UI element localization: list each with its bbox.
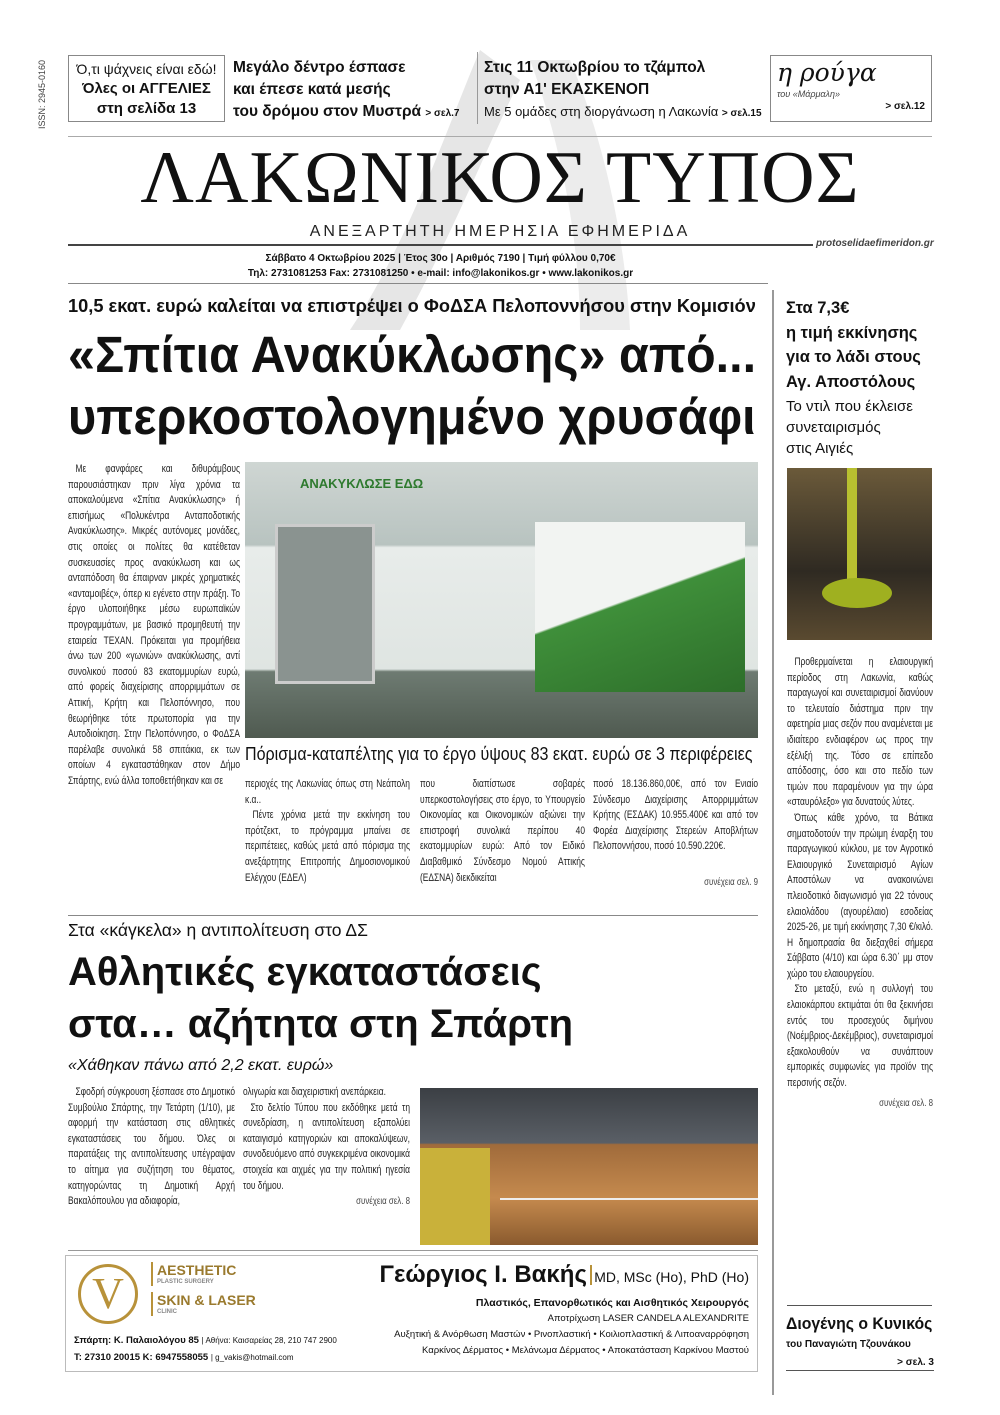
atm-panel: [275, 524, 375, 684]
clinic-name: SKIN & LASER: [157, 1292, 256, 1308]
continued-link[interactable]: συνέχεια σελ. 8: [879, 1096, 933, 1109]
issn-strip: [30, 52, 52, 132]
headline-line: Στα 7,3€: [786, 299, 850, 317]
paragraph: ποσό 18.136.860,00€, από τον Ενιαίο Σύνδεσμο Διαχείρισης Απορριμμάτων Κρήτης (ΕΣΔΑΚ) 10.955.400€ και από τον Φορέα Διαχείρισης Στερεών Αποβλήτων Πελοποννήσου, ποσό 10.590.220€.: [593, 778, 758, 853]
promo-line: του δρόμου στον Μυστρά: [233, 103, 422, 120]
lead-column-4: [593, 777, 758, 891]
promo-line: στην Α1' ΕΚΑΣΚΕΝΟΠ: [484, 81, 650, 98]
clinic-ad[interactable]: [65, 1255, 758, 1372]
subhead-line: συνεταιρισμός: [786, 419, 881, 436]
paragraph: ολιγωρία και διαχειριστική ανεπάρκεια.: [243, 1086, 386, 1098]
address: | Αθήνα: Καισαρείας 28, 210 747 2900: [201, 1336, 337, 1345]
lead-caption: Πόρισμα-καταπέλτης για το έργο ύψους 83 εκατ. ευρώ σε 3 περιφέρειες: [245, 744, 753, 764]
lead-column-3: [420, 777, 585, 886]
divider: [68, 244, 813, 246]
page-ref: > σελ.7: [425, 108, 460, 119]
service-line: Αποτρίχωση LASER CANDELA ALEXANDRITE: [547, 1313, 749, 1324]
divider: [68, 283, 768, 284]
page-ref: > σελ.15: [721, 108, 762, 119]
oil-pool: [822, 578, 892, 608]
promo-classifieds-line: στη σελίδα 13: [96, 100, 197, 117]
lead-column-2: [245, 777, 410, 886]
gold-bar: [590, 1265, 592, 1285]
promo-line: Στις 11 Οκτωβρίου το τζάμπολ: [484, 59, 706, 76]
second-kicker: Στα «κάγκελα» η αντιπολίτευση στο ΔΣ: [68, 920, 368, 940]
service-line: Καρκίνος Δέρματος • Μελάνωμα Δέρματος • Αποκατάσταση Καρκίνου Μαστού: [422, 1345, 749, 1356]
column-title: η ρούγα: [777, 58, 877, 87]
promo-line: Μεγάλο δέντρο έσπασε: [233, 59, 406, 76]
column-author: του «Μάρμαλη»: [777, 89, 840, 99]
subhead-line: στις Αιγιές: [786, 440, 854, 457]
paragraph: Στο μεταξύ, ενώ η συλλογή του ελαιοκάρπου εκτιμάται ότι θα ξεκινήσει εντός του προσεχούς διμήνου (Νοέμβριος-Δεκέμβριος), συνεταιρισμοί εξακολουθούν να συνάπτουν εμπορικές συμφωνίες για προϊόν της περσινής σεζόν.: [787, 983, 933, 1090]
headline-line: «Σπίτια Ανακύκλωσης» από...: [68, 326, 757, 383]
clinic-name: AESTHETIC: [157, 1262, 237, 1278]
headline-line: υπερκοστολογημένο χρυσάφι: [68, 388, 756, 445]
doctor-name: Γεώργιος Ι. Βακής: [379, 1261, 587, 1288]
issn-text: ISSN: 2945-0160: [37, 59, 47, 129]
clinic-subtitle: PLASTIC SURGERY: [157, 1279, 214, 1285]
phone: Τ: 27310 20015 Κ: 6947558055: [74, 1352, 209, 1363]
continued-link[interactable]: συνέχεια σελ. 9: [704, 875, 758, 888]
headline-line: για το λάδι στους: [786, 348, 921, 366]
masthead-subtitle: ΑΝΕΞΑΡΤΗΤΗ ΗΜΕΡΗΣΙΑ ΕΦΗΜΕΡΙΔΑ: [309, 223, 691, 240]
diogenis-column[interactable]: [786, 1314, 934, 1371]
recycling-house-photo: [245, 462, 758, 738]
promo-line: Με 5 ομάδες στη διοργάνωση η Λακωνία: [484, 104, 719, 119]
promo-classifieds-line: Ό,τι ψάχνεις είναι εδώ!: [76, 61, 217, 77]
page-ref: > σελ. 3: [786, 1356, 934, 1371]
paragraph: Πέντε χρόνια μετά την εκκίνηση του πρότζεκτ, το πρόγραμμα μπαίνει σε περιπέτειες, καθώς μετά από πόρισμα της ανεξάρτητης Επιτροπής Δημοσιονομικού Ελέγχου (ΕΔΕΛ): [245, 809, 410, 884]
second-column-2: [243, 1085, 410, 1210]
divider: [68, 915, 758, 916]
headline-line: Αγ. Αποστόλους: [786, 372, 916, 391]
paragraph: Σφοδρή σύγκρουση ξέσπασε στο Δημοτικό Συμβούλιο Σπάρτης, την Τετάρτη (1/10), με αφορμή την κατάσταση στις αθλητικές εγκαταστάσεις του δήμου. Όλες οι παρατάξεις της αντιπολίτευσης υπέγραψαν το αίτημα για συζήτηση του θέματος, κατηγορώντας τη Δημοτική Αρχή Βακαλόπουλου για αδιαφορία,: [68, 1086, 235, 1208]
page-ref: > σελ.12: [885, 101, 925, 112]
second-headline[interactable]: [68, 946, 758, 1050]
side-body: [787, 655, 933, 1111]
contact-line: Τηλ: 2731081253 Fax: 2731081250 • e-mail: info@lakonikos.gr • www.lakonikos.gr: [247, 268, 634, 279]
ad-divider: [68, 1250, 758, 1251]
court-line: [500, 1198, 758, 1200]
promo-classifieds-line: Όλες οι ΑΓΓΕΛΙΕΣ: [82, 80, 211, 97]
promo-basketball[interactable]: [484, 57, 764, 125]
second-subhead: «Χάθηκαν πάνω από 2,2 εκατ. ευρώ»: [68, 1057, 334, 1074]
service-line: Αυξητική & Ανόρθωση Μαστών • Ρινοπλαστική • Κοιλιοπλαστική & Λιποαναρρόφηση: [394, 1329, 749, 1340]
continued-link[interactable]: συνέχεια σελ. 8: [356, 1195, 410, 1208]
olive-oil-photo: [787, 468, 932, 640]
column-title: Διογένης ο Κυνικός: [786, 1315, 933, 1333]
sports-hall-photo: [420, 1088, 758, 1245]
oil-stream: [847, 468, 857, 588]
clinic-subtitle: CLINIC: [157, 1309, 177, 1315]
yellow-seats: [420, 1148, 490, 1245]
clinic-logo: V: [78, 1264, 138, 1324]
divider: [787, 1305, 932, 1306]
email: | g_vakis@hotmail.com: [210, 1353, 294, 1362]
paragraph: που διαπίστωσε σοβαρές υπερκοστολογήσεις στο έργο, το Υπουργείο Οικονομίας και Οικονομικών αξιώνει την επιστροφή συνολικά περίπου 40 εκατομμυρίων ευρώ: Από τον Ειδικό Διαβαθμικό Σύνδεσμο Νομού Αττικής (ΕΔΣΝΑ) διεκδικείται: [420, 778, 585, 884]
source-credit: protoselidaefimeridon.gr: [816, 238, 934, 249]
promo-rouga[interactable]: [770, 55, 932, 122]
headline-line: Αθλητικές εγκαταστάσεις: [68, 950, 542, 994]
green-graphic: [535, 522, 745, 692]
promo-line: και έπεσε κατά μεσής: [233, 81, 391, 98]
headline-line: η τιμή εκκίνησης: [786, 323, 918, 342]
second-column-1: [68, 1085, 235, 1210]
side-subhead: [786, 396, 934, 459]
doctor-degrees: MD, MSc (Ho), PhD (Ho): [594, 1269, 749, 1285]
side-headline[interactable]: [786, 296, 934, 394]
lead-kicker: 10,5 εκατ. ευρώ καλείται να επιστρέψει ο ΦοΔΣΑ Πελοποννήσου στην Κομισιόν: [68, 295, 756, 316]
masthead-title: ΛΑΚΩΝΙΚΟΣ ΤΥΠΟΣ: [140, 137, 860, 219]
doctor-title: Πλαστικός, Επανορθωτικός και Αισθητικός Χειρουργός: [475, 1297, 749, 1309]
paragraph: Προθερμαίνεται η ελαιουργική περίοδος στη Λακωνία, καθώς παραγωγοί και συνεταιρισμοί διανύουν το τελευταίο διάστημα πριν την αφετηρία μιας σεζόν που αναμένεται με ιδιαίτερο ενδιαφέρον ως προς την εξέλιξή της. Τόσο σε επίπεδο απόδοσης, όσο και στο πεδίο των τιμών που παραμένουν για την ώρα «σταυρόλεξο» για δυνατούς λύτες.: [787, 656, 933, 809]
paragraph: Με φανφάρες και διθυράμβους παρουσιάστηκαν πριν λίγα χρόνια τα αποκαλούμενα «Σπίτια Ανακύκλωσης» ή επισήμως «Πολυκέντρα Ανταποδοτικής Ανακύκλωσης». Μικρές αυτόνομες μονάδες, στις οποίες οι πολίτες θα κατέθεταν συσκευασίες προς ανακύκλωση και ως ανταπόδοση θα έπαιρναν μικρές χρηματικές «ανταμοιβές», όπερ κι εγένετο στην πράξη. Το έργο υλοποιήθηκε μέσω ευρωπαϊκών προγραμμάτων, με βασικό προμηθευτή την εταιρεία TEXAN. Πρόκειται για προμήθεια άνω των 200 «γωνιών» ανακύκλωσης, αντί συνολικού ποσού 83 εκατομμυρίων ευρώ, από φορείς διαχείρισης απορριμμάτων σε Αττική, Κρήτη και Πελοπόννησο, που θεωρήθηκε τότε πρωτοπορία για την Αυτοδιοίκηση. Στην Πελοπόννησο, ο ΦοΔΣΑ παρέλαβε συνολικά 58 σπιτάκια, εκ των οποίων 4 εγκαταστάθηκαν στον Δήμο Σπάρτης, ενώ άλλα τοποθετήθηκαν και σε: [68, 463, 240, 787]
address: Σπάρτη: Κ. Παλαιολόγου 85: [74, 1335, 199, 1346]
paragraph: περιοχές της Λακωνίας όπως στη Νεάπολη κ.α..: [245, 778, 410, 806]
recycling-sign: ΑΝΑΚΥΚΛΩΣΕ ΕΔΩ: [300, 476, 424, 491]
paragraph: Όπως κάθε χρόνο, τα Βάτικα σηματοδοτούν την πρώιμη έναρξη του παραγωγικού κύκλου, με τον Αγροτικό Ελαιουργικό Συνεταιρισμό Αγίων Αποστόλων να ανακοινώνει πλειοδοτικό διαγωνισμό για 22 τόνους ελαιολάδου (αγουρέλαιο) εσοδείας 2025-26, με τιμή εκκίνησης 7,30 €/κιλό. Η δημοπρασία θα διεξαχθεί σήμερα Σάββατο (4/10) και ώρα 6.30΄ μμ στον χώρο του ελαιουργείου.: [787, 811, 933, 980]
lead-column-1: [68, 462, 240, 789]
dateline: Σάββατο 4 Οκτωβρίου 2025 | Έτος 30ο | Αριθμός 7190 | Τιμή φύλλου 0,70€: [265, 253, 616, 264]
promo-mystras[interactable]: [233, 57, 471, 125]
paragraph: Στο δελτίο Τύπου που εκδόθηκε μετά τη συνεδρίαση, η αντιπολίτευση εξαπολύει καταιγισμό κατηγοριών και αποκαλύψεων, συνοδευόμενο από συγκεκριμένα οικονομικά στοιχεία και αιχμές για την πολιτική ηγεσία του δήμου.: [243, 1101, 410, 1192]
promo-classifieds[interactable]: [68, 55, 225, 122]
headline-line: στα… αζήτητα στη Σπάρτη: [68, 1002, 574, 1046]
subhead-line: Το ντιλ που έκλεισε: [786, 398, 913, 415]
promo-divider: [477, 52, 478, 124]
masthead: [68, 138, 932, 218]
lead-headline[interactable]: [68, 324, 763, 448]
column-author: του Παναγιώτη Τζουνάκου: [786, 1339, 911, 1350]
column-divider: [772, 290, 774, 1395]
